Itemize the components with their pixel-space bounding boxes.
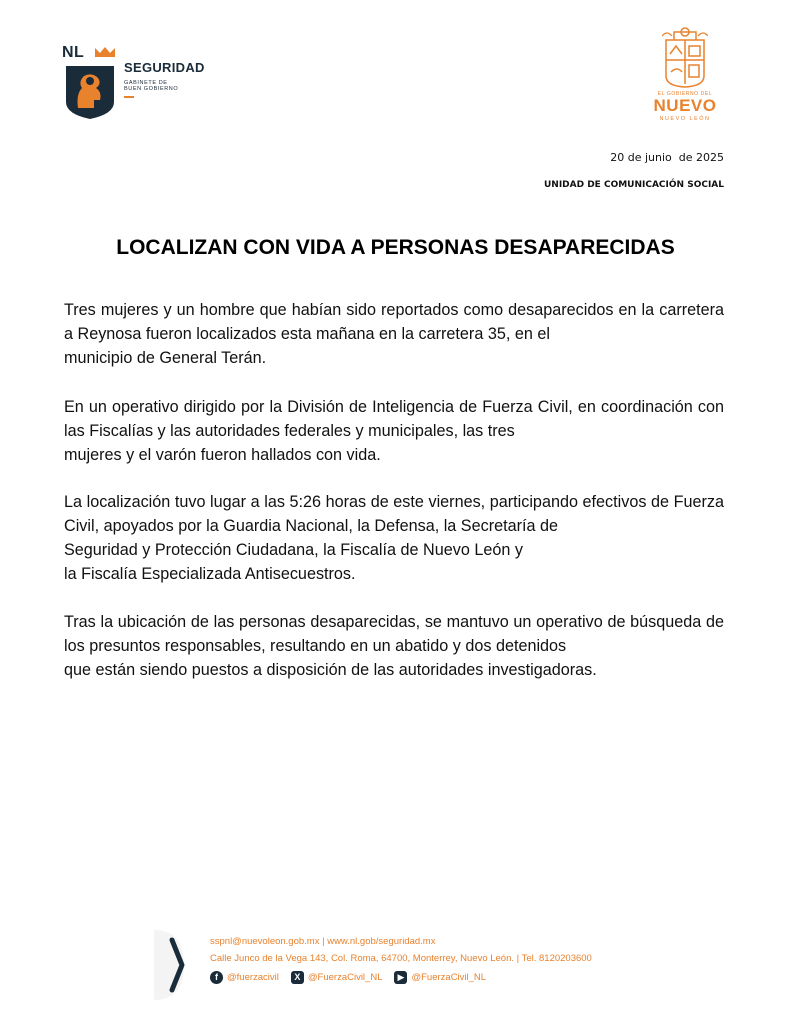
lion-shield-icon — [64, 64, 116, 120]
paragraph-2: En un operativo dirigido por la División de Inteligencia de Fuerza Civil, en coordinación con las Fiscalías y las autoridades federales y municipales, las tres mujeres y el varón fueron hallados con vida. — [64, 398, 724, 464]
footer-contact[interactable]: sspnl@nuevoleon.gob.mx | www.nl.gob/seguridad.mx — [210, 936, 436, 947]
crown-icon — [94, 46, 116, 58]
issuing-unit: UNIDAD DE COMUNICACIÓN SOCIAL — [543, 180, 724, 190]
logo-title: SEGURIDAD — [124, 60, 205, 75]
paragraph-3: La localización tuvo lugar a las 5:26 horas de este viernes, participando efectivos de Fuerza Civil, apoyados por la Guardia Nacional, la Defensa, la Secretaría de Seguridad y Protección Ciudadana, la Fiscalía de Nuevo León y la Fiscalía Especializada Antisecuestros. — [64, 493, 724, 583]
logo-main-text: NUEVO — [653, 96, 717, 115]
seguridad-logo — [62, 44, 222, 122]
logo-bottom-text: NUEVO LEÓN — [659, 116, 711, 122]
facebook-link[interactable]: f @fuerzacivil — [210, 971, 279, 984]
paragraph-1: Tres mujeres y un hombre que habían sido reportados como desaparecidos en la carretera a Reynosa fueron localizados esta mañana en la carretera 35, en el municipio de General Terán. — [64, 301, 724, 367]
document-date: 20 de junio de 2025 — [610, 151, 724, 164]
paragraph-4: Tras la ubicación de las personas desaparecidas, se mantuvo un operativo de búsqueda de los presuntos responsables, resultando en un abatido y dos detenidos que están siendo puestos a disposición de las autoridades investigadoras. — [64, 613, 724, 679]
logo-mark: NL — [62, 44, 85, 61]
state-crest-icon — [662, 26, 708, 88]
facebook-icon: f — [210, 971, 223, 984]
gobierno-nuevo-leon-logo — [640, 26, 730, 126]
x-link[interactable]: X @FuerzaCivil_NL — [291, 971, 383, 984]
chevron-right-icon — [150, 930, 190, 1000]
footer-address: Calle Junco de la Vega 143, Col. Roma, 64700, Monterrey, Nuevo León. | Tel. 8120203600 — [210, 953, 592, 964]
x-icon: X — [291, 971, 304, 984]
youtube-icon: ▶ — [394, 971, 407, 984]
footer-social-links — [210, 971, 486, 984]
logo-top-text: EL GOBIERNO DEL — [657, 91, 713, 97]
logo-divider — [124, 96, 134, 98]
youtube-link[interactable]: ▶ @FuerzaCivil_NL — [394, 971, 486, 984]
logo-subtitle: GABINETE DE BUEN GOBIERNO — [124, 80, 179, 92]
document-title: LOCALIZAN CON VIDA A PERSONAS DESAPARECIDAS — [116, 236, 675, 259]
